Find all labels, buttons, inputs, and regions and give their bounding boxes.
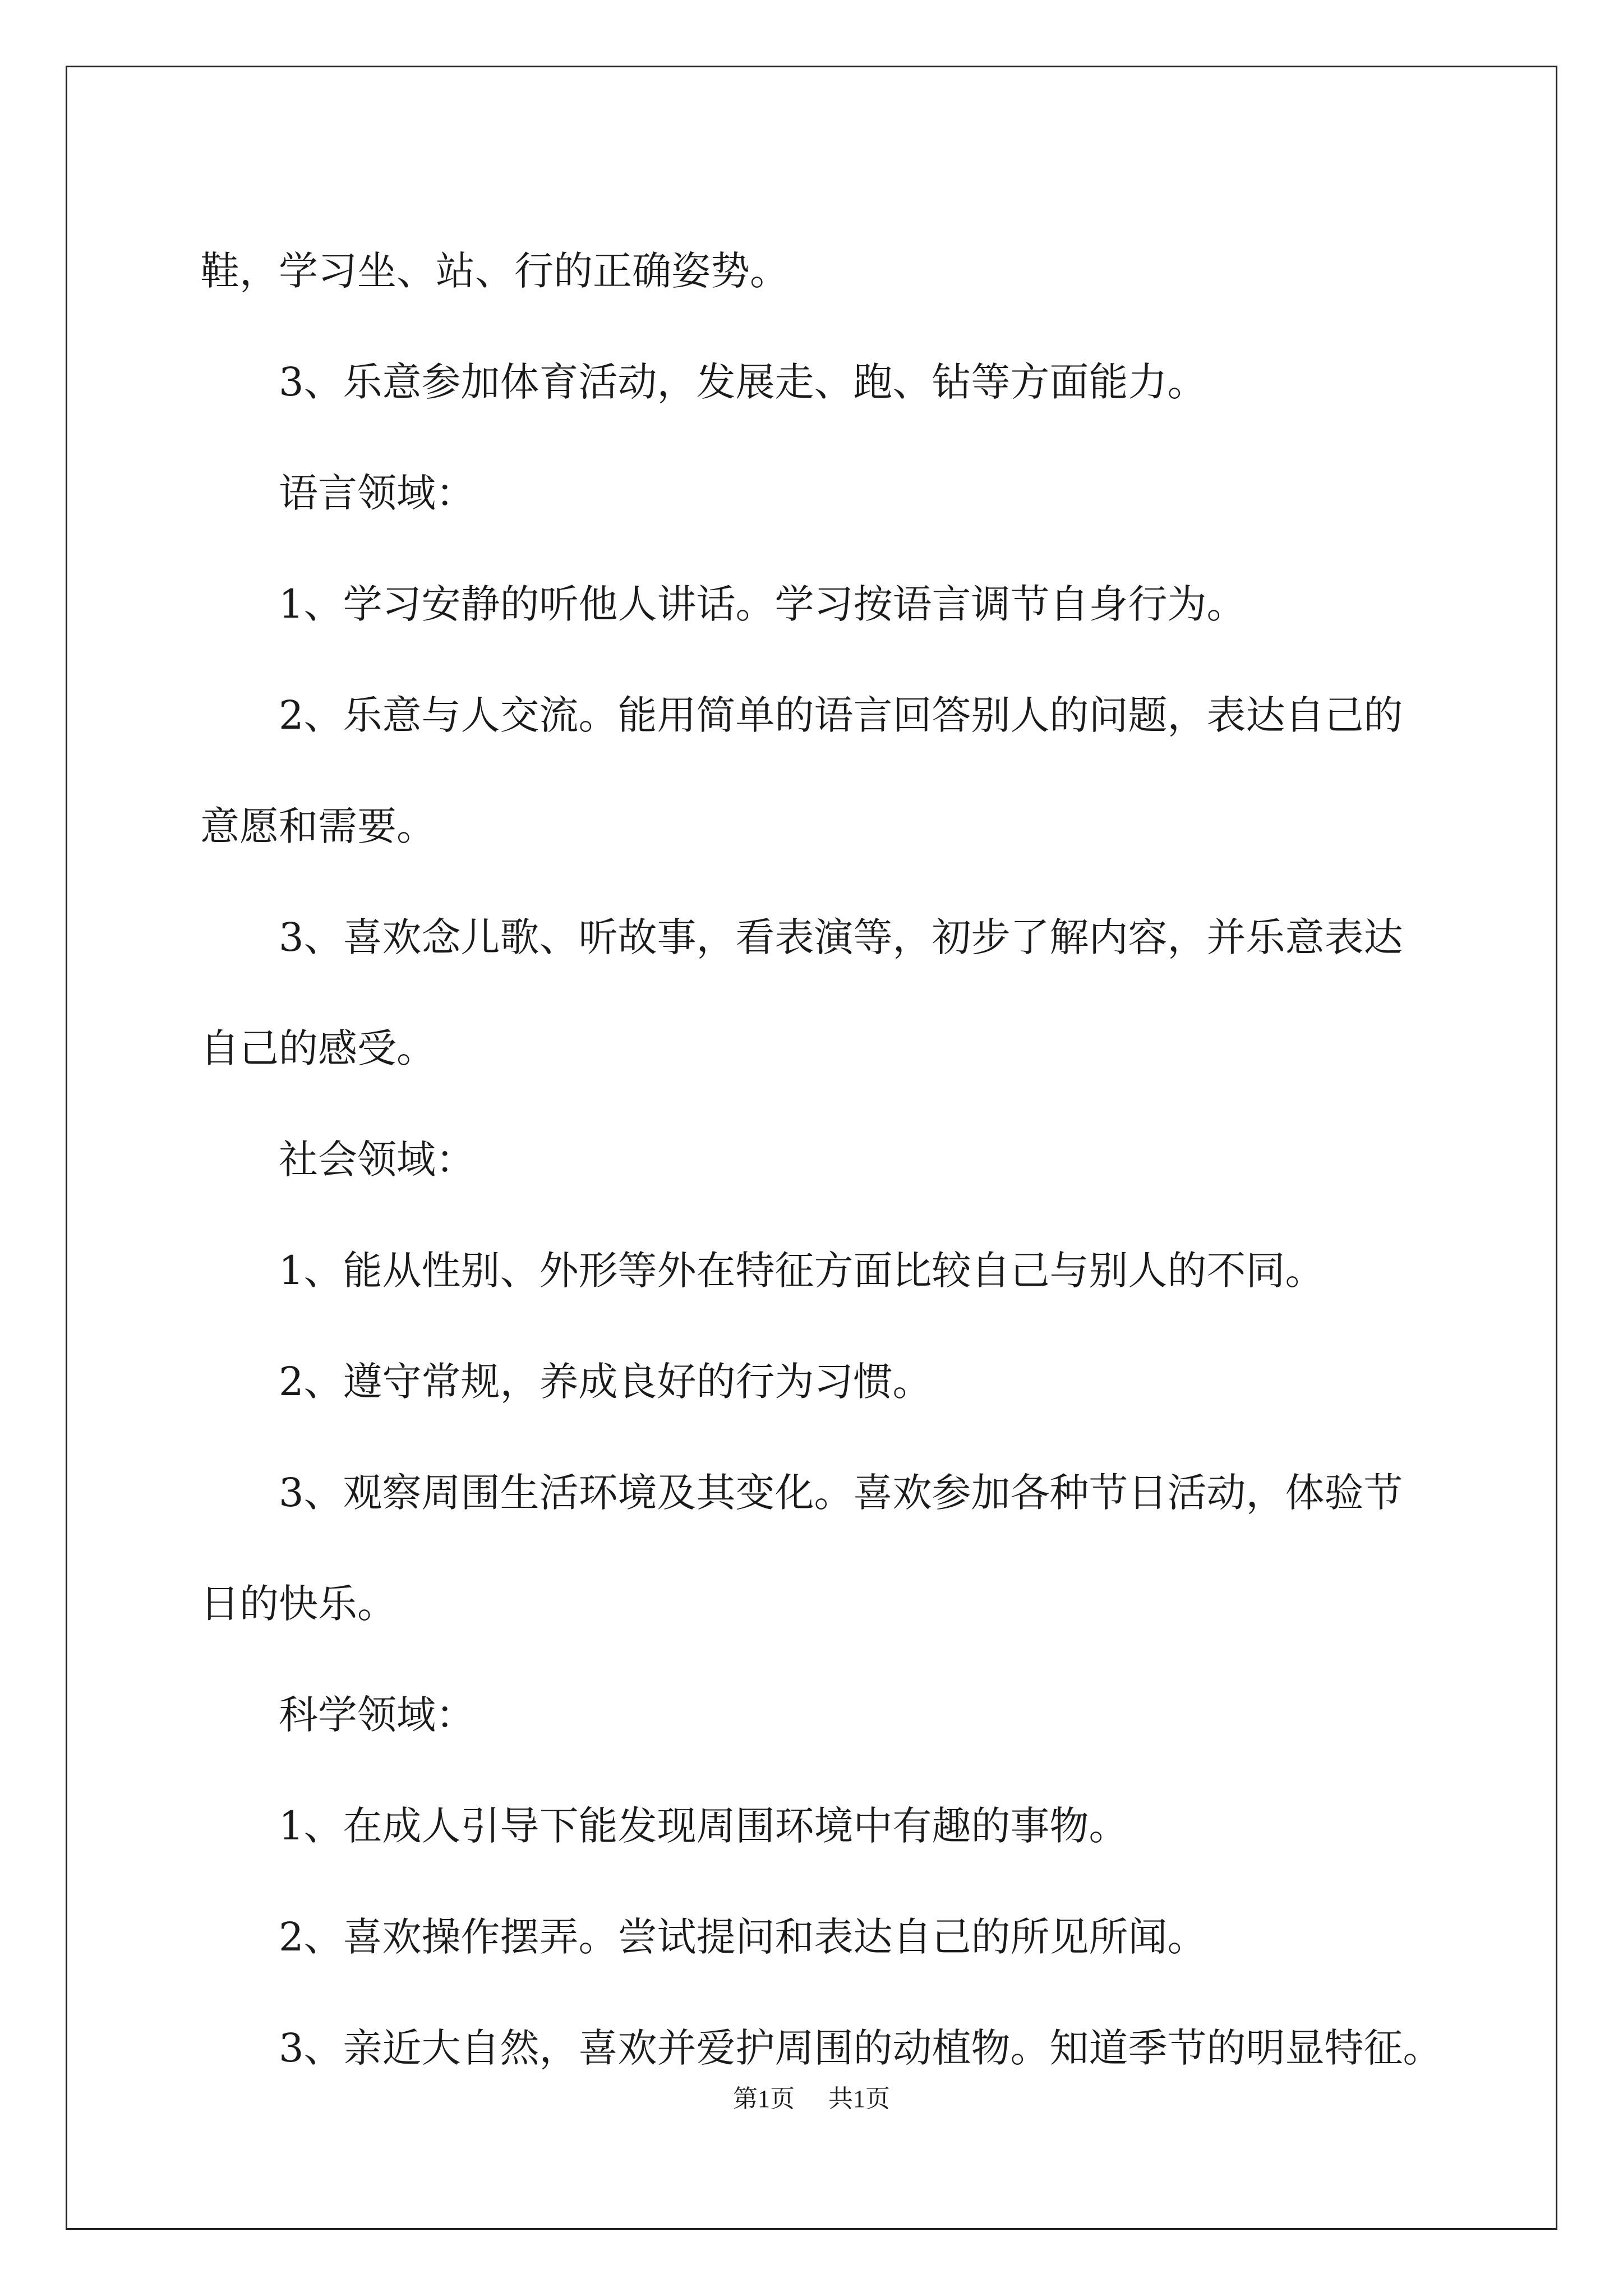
paragraph: 3、乐意参加体育活动，发展走、跑、钻等方面能力。 [279,359,1207,405]
page-number-current: 第1页 [733,2085,795,2113]
paragraph: 自己的感受。 [200,1025,436,1071]
paragraph: 1、学习安静的听他人讲话。学习按语言调节自身行为。 [279,581,1246,627]
page-number-total: 共1页 [828,2085,890,2113]
paragraph: 2、遵守常规，养成良好的行为习惯。 [279,1359,932,1405]
paragraph: 1、能从性别、外形等外在特征方面比较自己与别人的不同。 [279,1248,1325,1294]
paragraph: 意愿和需要。 [200,803,436,849]
section-heading-language: 语言领域： [279,470,475,516]
section-heading-social: 社会领域： [279,1137,475,1182]
paragraph: 鞋，学习坐、站、行的正确姿势。 [200,248,789,294]
section-heading-science: 科学领域： [279,1692,475,1738]
document-body [200,215,1442,2104]
paragraph: 3、亲近大自然，喜欢并爱护周围的动植物。知道季节的明显特征。 [279,2025,1442,2071]
page-footer [0,2078,1623,2114]
paragraph: 2、乐意与人交流。能用简单的语言回答别人的问题，表达自己的 [279,692,1403,738]
paragraph: 2、喜欢操作摆弄。尝试提问和表达自己的所见所闻。 [279,1914,1207,1960]
paragraph: 1、在成人引导下能发现周围环境中有趣的事物。 [279,1803,1128,1849]
paragraph: 日的快乐。 [200,1581,396,1627]
paragraph: 3、观察周围生活环境及其变化。喜欢参加各种节日活动，体验节 [279,1470,1403,1516]
paragraph: 3、喜欢念儿歌、听故事，看表演等，初步了解内容，并乐意表达 [279,914,1403,960]
